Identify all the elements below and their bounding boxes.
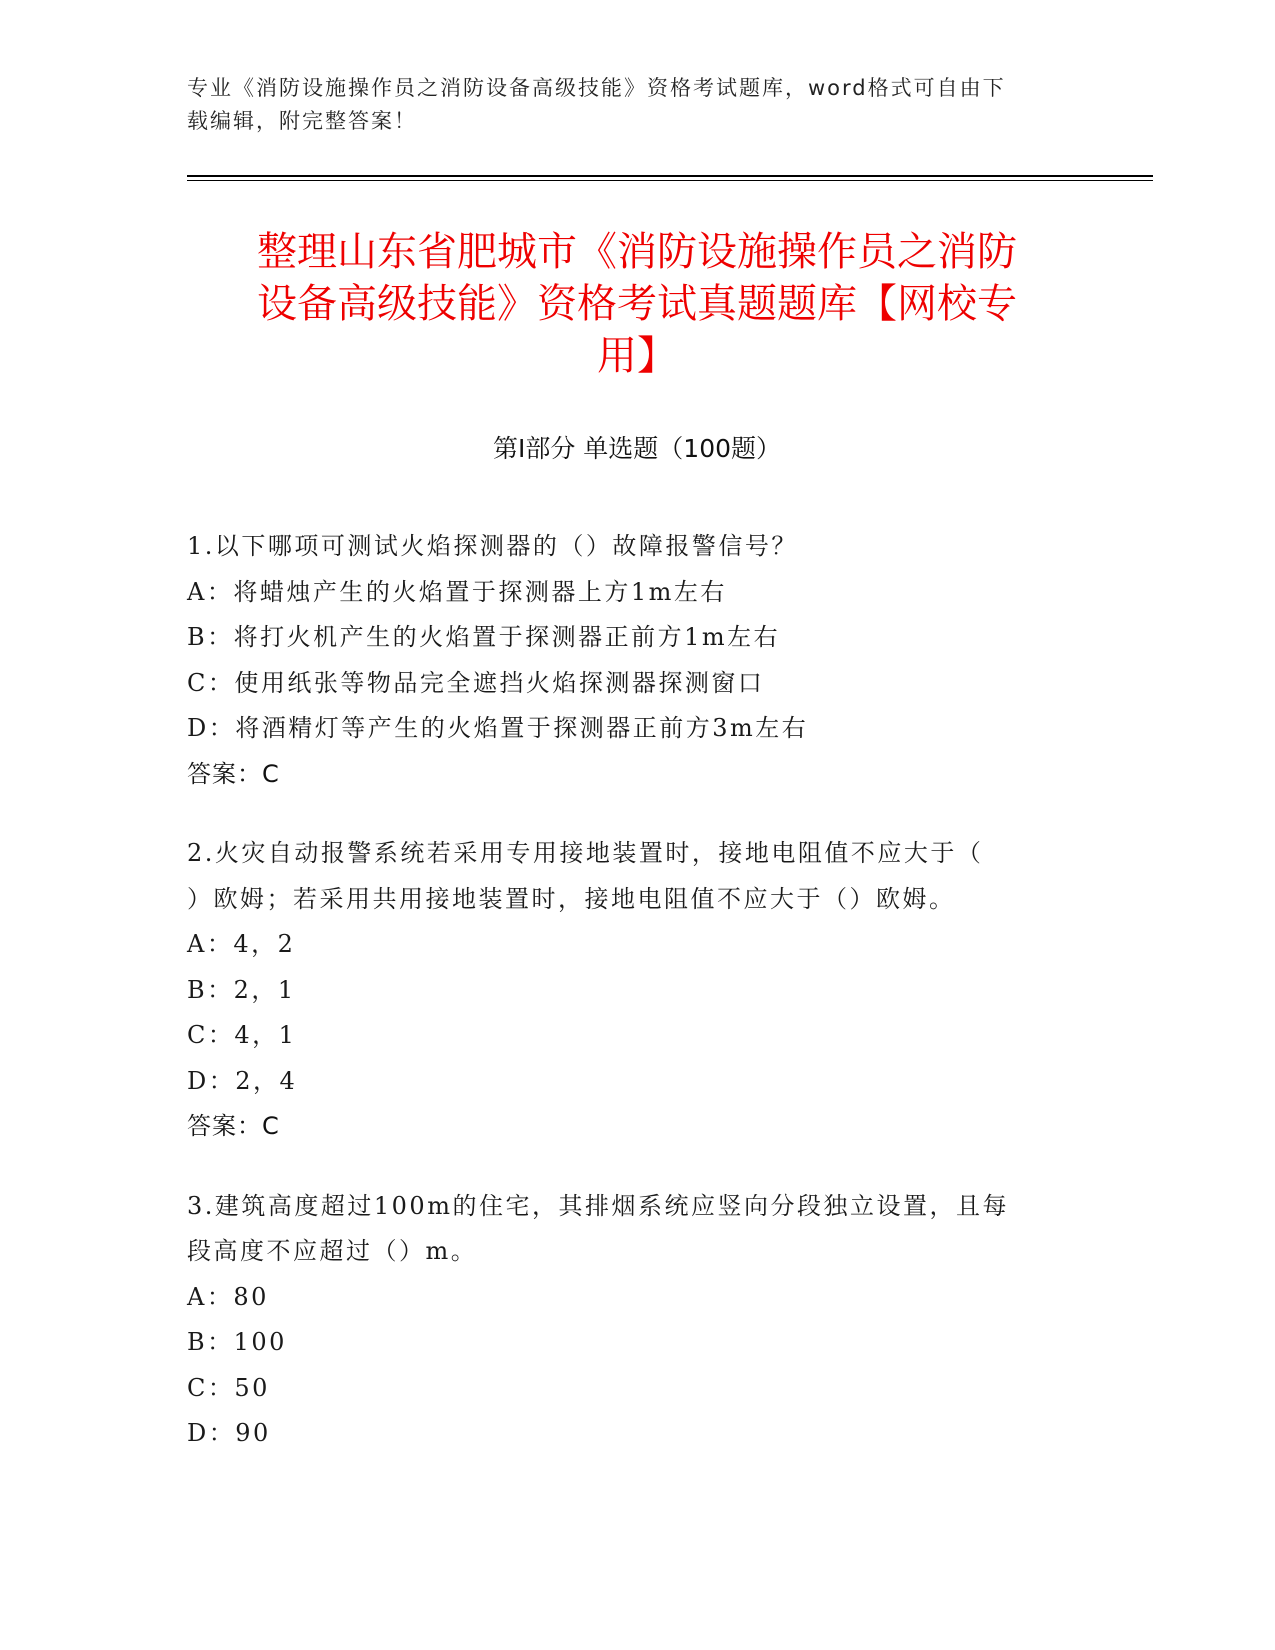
title-line: 整理山东省肥城市《消防设施操作员之消防 [257,229,1017,275]
title-line: 用】 [597,333,677,379]
option-b: B：100 [187,1328,287,1356]
question-stem-continued: 段高度不应超过（）m。 [187,1237,478,1265]
header-note-line: 载编辑，附完整答案！ [187,109,417,133]
question-1 [187,524,1087,797]
document-title [187,226,1087,382]
option-c: C：50 [187,1373,270,1402]
header-note-line: 专业《消防设施操作员之消防设备高级技能》资格考试题库，word格式可自由下 [187,76,1006,100]
question-stem-continued: ）欧姆；若采用共用接地装置时，接地电阻值不应大于（）欧姆。 [187,884,956,913]
option-d: D：2，4 [187,1066,298,1095]
option-b: B：2，1 [187,975,296,1004]
answer-line: 答案：C [187,759,280,788]
question-3 [187,1184,1087,1457]
option-a: A：将蜡烛产生的火焰置于探测器上方1m左右 [187,577,727,606]
option-d: D：90 [187,1419,271,1447]
title-line: 设备高级技能》资格考试真题题库【网校专 [257,281,1017,327]
header-divider-thick [187,175,1153,177]
answer-line: 答案：C [187,1112,280,1140]
question-stem: 2.火灾自动报警系统若采用专用接地装置时，接地电阻值不应大于（ [187,839,984,867]
option-a: A：4，2 [187,930,296,958]
section-heading: 第Ⅰ部分 单选题（100题） [492,434,782,463]
question-stem: 3.建筑高度超过100m的住宅，其排烟系统应竖向分段独立设置，且每 [187,1191,1009,1220]
question-2 [187,831,1087,1150]
option-d: D：将酒精灯等产生的火焰置于探测器正前方3m左右 [187,714,809,742]
option-c: C：4，1 [187,1021,297,1049]
option-b: B：将打火机产生的火焰置于探测器正前方1m左右 [187,623,781,651]
option-c: C：使用纸张等物品完全遮挡火焰探测器探测窗口 [187,668,765,697]
header-divider-thin [187,180,1153,181]
header-note [187,72,1067,138]
question-stem: 1.以下哪项可测试火焰探测器的（）故障报警信号？ [187,532,798,560]
option-a: A：80 [187,1282,269,1311]
question-list [187,524,1087,1491]
